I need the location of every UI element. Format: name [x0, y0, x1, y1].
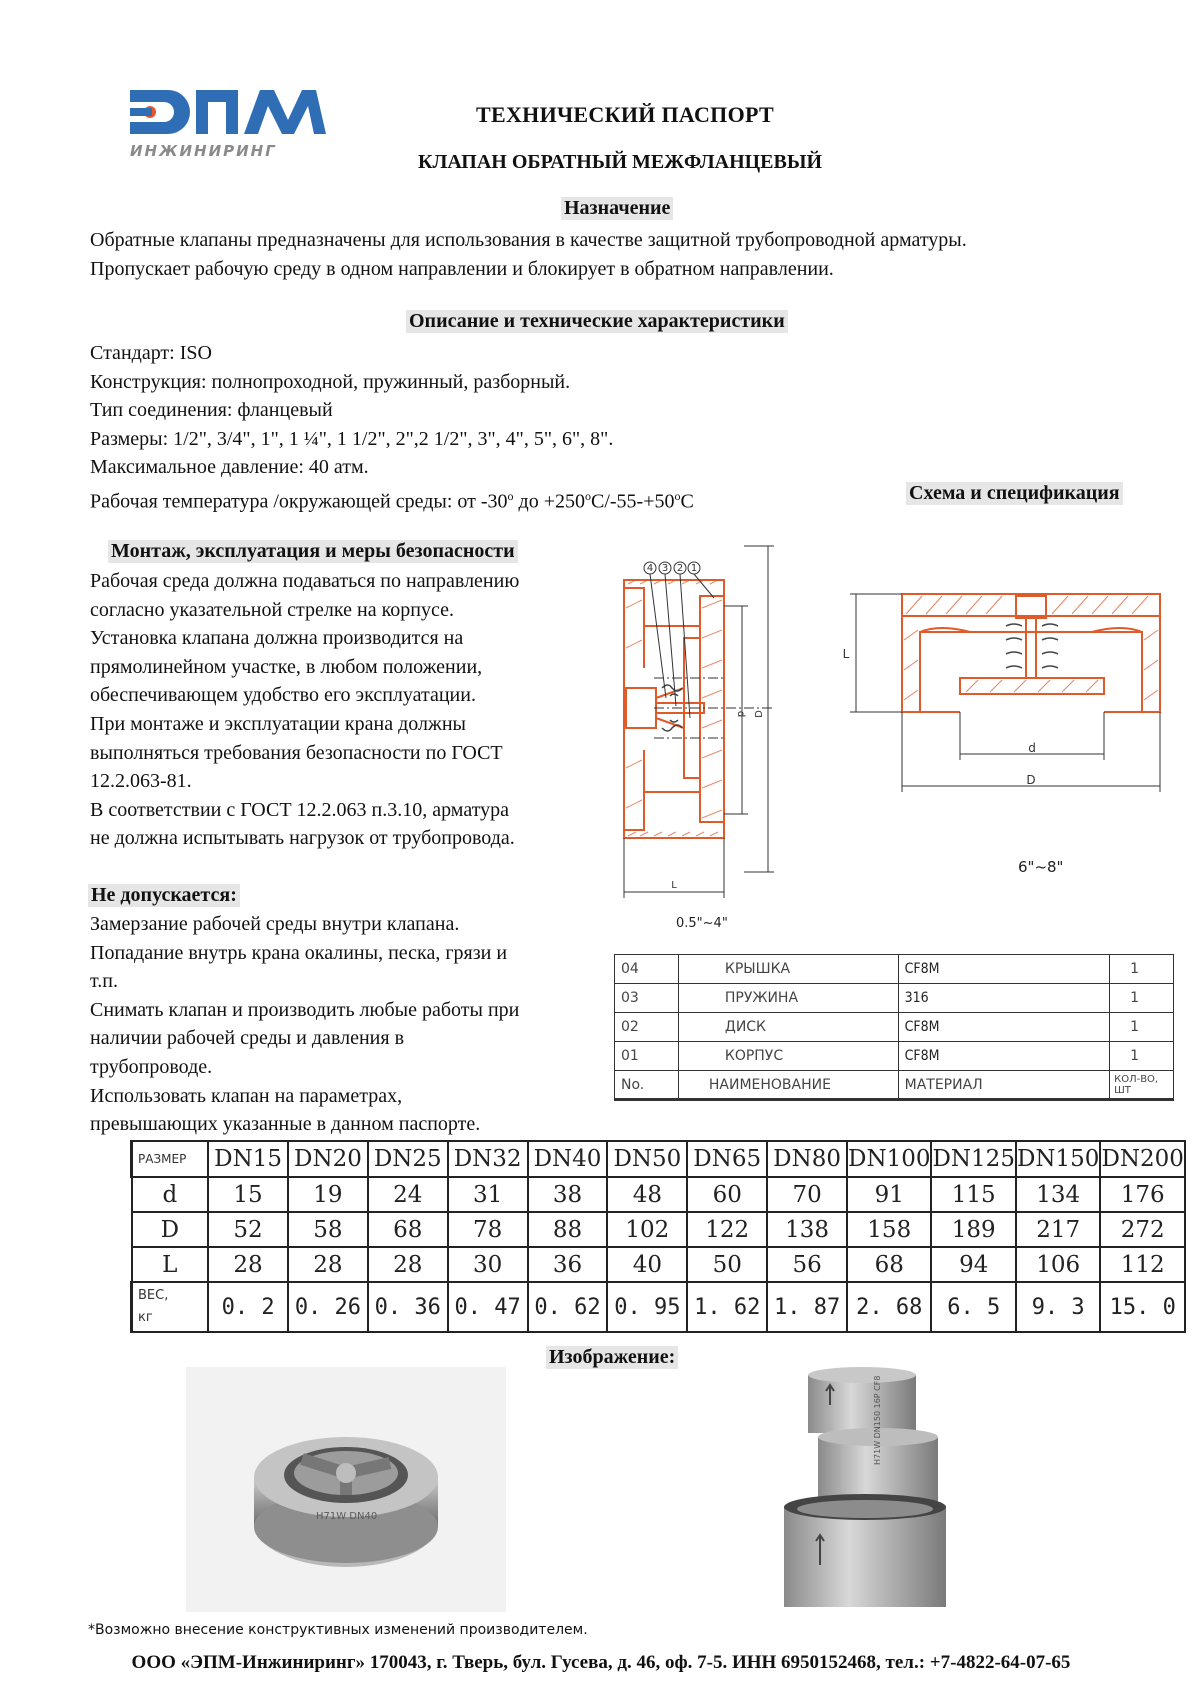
dims-weight: 0. 26: [288, 1282, 368, 1332]
dims-cell: 134: [1016, 1177, 1100, 1212]
dims-weight: 0. 36: [368, 1282, 448, 1332]
dims-cell: 88: [528, 1212, 608, 1247]
dims-weight: 6. 5: [931, 1282, 1015, 1332]
dims-size: DN32: [448, 1141, 528, 1177]
description-heading: Описание и технические характеристики: [406, 310, 788, 333]
dims-weight: 0. 95: [607, 1282, 687, 1332]
dims-cell: 217: [1016, 1212, 1100, 1247]
mounting-line: не должна испытывать нагрузок от трубопровода.: [90, 827, 515, 850]
dims-cell: 52: [208, 1212, 288, 1247]
mounting-line: 12.2.063-81.: [90, 770, 192, 793]
dims-cell: 91: [847, 1177, 931, 1212]
dim-d-small: d: [735, 710, 746, 718]
callout-1: 1: [690, 563, 698, 574]
dims-row-D: [132, 1212, 1186, 1247]
purpose-heading: Назначение: [561, 197, 673, 220]
dims-row-weight: [132, 1282, 1186, 1332]
dims-cell: 70: [767, 1177, 847, 1212]
mounting-line: выполняться требования безопасности по ГОСТ: [90, 741, 503, 764]
document-subtitle: КЛАПАН ОБРАТНЫЙ МЕЖФЛАНЦЕВЫЙ: [417, 151, 823, 173]
label-large-sizes: 6"~8": [1018, 858, 1064, 876]
dims-cell: 112: [1100, 1247, 1185, 1282]
spec-header-no: No.: [615, 1071, 679, 1100]
purpose-text: [90, 226, 967, 283]
spec-material: CF8M: [898, 955, 1109, 984]
dims-cell: 122: [687, 1212, 767, 1247]
dim-L-large: L: [842, 647, 850, 661]
dimensions-table: [130, 1140, 1186, 1333]
dims-cell: 68: [368, 1212, 448, 1247]
not-allowed-heading: Не допускается:: [88, 884, 240, 907]
spec-row: [615, 1042, 1174, 1071]
dims-row-label: d: [132, 1177, 209, 1212]
spec-row: [615, 984, 1174, 1013]
purpose-line: Обратные клапаны предназначены для использования в качестве защитной трубопроводной арматуры.: [90, 229, 967, 251]
photo2-marking: H71W DN150 16P CF8: [873, 1375, 882, 1465]
dims-cell: 68: [847, 1247, 931, 1282]
dims-size-label: РАЗМЕР: [132, 1141, 209, 1177]
purpose-line: Пропускает рабочую среду в одном направлении и блокирует в обратном направлении.: [90, 257, 834, 280]
dim-D-small: D: [754, 710, 765, 718]
dims-weight: 0. 62: [528, 1282, 608, 1332]
dims-row-L: [132, 1247, 1186, 1282]
mounting-line: Установка клапана должна производится на: [90, 627, 464, 650]
dims-cell: 138: [767, 1212, 847, 1247]
dims-weight: 2. 68: [847, 1282, 931, 1332]
dims-cell: 48: [607, 1177, 687, 1212]
dims-size: DN25: [368, 1141, 448, 1177]
spec-qty: 1: [1110, 1013, 1174, 1042]
mounting-line: При монтаже и эксплуатации крана должны: [90, 712, 466, 735]
mounting-line: обеспечивающем удобство его эксплуатации.: [90, 684, 476, 707]
dims-cell: 272: [1100, 1212, 1185, 1247]
spec-no: 03: [615, 984, 679, 1013]
not-allowed-line: т.п.: [90, 970, 118, 993]
logo-graphic: [128, 82, 328, 172]
dims-cell: 30: [448, 1247, 528, 1282]
not-allowed-line: трубопроводе.: [90, 1055, 213, 1078]
dims-cell: 189: [931, 1212, 1015, 1247]
spec-table: [614, 954, 1174, 1101]
dims-cell: 15: [208, 1177, 288, 1212]
dims-row-d: [132, 1177, 1186, 1212]
dims-cell: 28: [368, 1247, 448, 1282]
description-line: Максимальное давление: 40 атм.: [90, 456, 369, 478]
mounting-line: Рабочая среда должна подаваться по направлению: [90, 570, 520, 592]
dims-cell: 56: [767, 1247, 847, 1282]
photo1-marking: H71W DN40: [316, 1511, 378, 1522]
dims-size: DN125: [931, 1141, 1015, 1177]
dims-cell: 24: [368, 1177, 448, 1212]
dims-size: DN150: [1016, 1141, 1100, 1177]
dims-size-row: [132, 1141, 1186, 1177]
spec-header-qty: КОЛ-ВО, ШТ: [1110, 1071, 1174, 1100]
document-title: ТЕХНИЧЕСКИЙ ПАСПОРТ: [476, 102, 774, 127]
dims-size: DN40: [528, 1141, 608, 1177]
spec-material: 316: [898, 984, 1109, 1013]
description-line: Конструкция: полнопроходной, пружинный, разборный.: [90, 370, 571, 393]
dim-D-large: D: [1026, 773, 1036, 787]
not-allowed-line: Попадание внутрь крана окалины, песка, грязи и: [90, 941, 508, 964]
temperature-line: Рабочая температура /окружающей среды: от -30$^o$ до $+250^oС/-55-+50^oС$: [90, 488, 694, 513]
dims-cell: 28: [208, 1247, 288, 1282]
not-allowed-line: Снимать клапан и производить любые работы при: [90, 998, 520, 1021]
not-allowed-line: превышающих указанные в данном паспорте.: [90, 1113, 481, 1136]
dims-size: DN15: [208, 1141, 288, 1177]
dims-weight-label: ВЕС, кг: [132, 1282, 209, 1332]
dims-size: DN20: [288, 1141, 368, 1177]
dims-size: DN50: [607, 1141, 687, 1177]
dims-cell: 28: [288, 1247, 368, 1282]
dims-weight: 0. 2: [208, 1282, 288, 1332]
spec-row: [615, 1013, 1174, 1042]
spec-name: КРЫШКА: [678, 955, 898, 984]
dims-cell: 60: [687, 1177, 767, 1212]
spec-name: ПРУЖИНА: [678, 984, 898, 1013]
mounting-text: [90, 567, 610, 853]
dims-row-label: L: [132, 1247, 209, 1282]
dims-weight: 1. 62: [687, 1282, 767, 1332]
description-line: Размеры: 1/2", 3/4", 1", 1 ¼", 1 1/2", 2",2 1/2", 3", 4", 5", 6", 8".: [90, 427, 614, 450]
company-logo: [128, 82, 328, 172]
dims-size: DN65: [687, 1141, 767, 1177]
dims-cell: 94: [931, 1247, 1015, 1282]
description-line: Тип соединения: фланцевый: [90, 399, 333, 421]
dims-cell: 50: [687, 1247, 767, 1282]
mounting-heading: Монтаж, эксплуатация и меры безопасности: [108, 540, 518, 563]
not-allowed-line: Замерзание рабочей среды внутри клапана.: [90, 913, 460, 935]
spec-qty: 1: [1110, 984, 1174, 1013]
dims-cell: 31: [448, 1177, 528, 1212]
dims-cell: 19: [288, 1177, 368, 1212]
dim-L-small: L: [671, 880, 677, 891]
dims-cell: 176: [1100, 1177, 1185, 1212]
drawing-small-valve: [614, 538, 854, 938]
dims-weight: 1. 87: [767, 1282, 847, 1332]
dims-size: DN100: [847, 1141, 931, 1177]
mounting-line: согласно указательной стрелке на корпусе.: [90, 598, 454, 621]
dims-cell: 158: [847, 1212, 931, 1247]
dims-cell: 40: [607, 1247, 687, 1282]
dims-cell: 106: [1016, 1247, 1100, 1282]
dims-weight: 9. 3: [1016, 1282, 1100, 1332]
logo-subtext: ИНЖИНИРИНГ: [130, 142, 277, 160]
not-allowed-line: Использовать клапан на параметрах,: [90, 1084, 403, 1107]
dim-d-large: d: [1028, 741, 1036, 755]
spec-no: 01: [615, 1042, 679, 1071]
dims-cell: 58: [288, 1212, 368, 1247]
schema-heading: Схема и спецификация: [906, 482, 1123, 505]
spec-name: ДИСК: [678, 1013, 898, 1042]
spec-no: 04: [615, 955, 679, 984]
dims-cell: 38: [528, 1177, 608, 1212]
drawing-large-valve: [830, 560, 1190, 820]
spec-material: CF8M: [898, 1042, 1109, 1071]
not-allowed-text: [90, 910, 610, 1139]
dims-cell: 115: [931, 1177, 1015, 1212]
dims-weight: 0. 47: [448, 1282, 528, 1332]
mounting-line: В соответствии с ГОСТ 12.2.063 п.3.10, арматура: [90, 798, 510, 821]
images-heading: Изображение:: [546, 1346, 678, 1369]
spec-no: 02: [615, 1013, 679, 1042]
dims-cell: 78: [448, 1212, 528, 1247]
spec-qty: 1: [1110, 955, 1174, 984]
mounting-line: прямолинейном участке, в любом положении,: [90, 655, 483, 678]
dims-size: DN200: [1100, 1141, 1185, 1177]
spec-header-row: [615, 1071, 1174, 1100]
dims-weight: 15. 0: [1100, 1282, 1185, 1332]
footer-note: *Возможно внесение конструктивных изменений производителем.: [88, 1622, 588, 1638]
spec-name: КОРПУС: [678, 1042, 898, 1071]
dims-cell: 36: [528, 1247, 608, 1282]
description-line: Стандарт: ISO: [90, 342, 212, 364]
product-photo-small: [186, 1367, 506, 1612]
callout-3: 3: [661, 563, 669, 574]
spec-row: [615, 955, 1174, 984]
callout-4: 4: [646, 563, 654, 574]
spec-header-name: НАИМЕНОВАНИЕ: [678, 1071, 898, 1100]
spec-header-material: МАТЕРИАЛ: [898, 1071, 1109, 1100]
dims-row-label: D: [132, 1212, 209, 1247]
company-footer: ООО «ЭПМ-Инжиниринг» 170043, г. Тверь, бул. Гусева, д. 46, оф. 7-5. ИНН 6950152468, тел.: +7-4822-64-07-65: [131, 1652, 1071, 1673]
description-text: [90, 339, 694, 516]
dims-cell: 102: [607, 1212, 687, 1247]
not-allowed-line: наличии рабочей среды и давления в: [90, 1027, 405, 1050]
spec-qty: 1: [1110, 1042, 1174, 1071]
product-photo-stack: [780, 1365, 950, 1615]
label-small-sizes: 0.5"~4": [676, 916, 728, 931]
dims-size: DN80: [767, 1141, 847, 1177]
spec-material: CF8M: [898, 1013, 1109, 1042]
callout-2: 2: [676, 563, 684, 574]
